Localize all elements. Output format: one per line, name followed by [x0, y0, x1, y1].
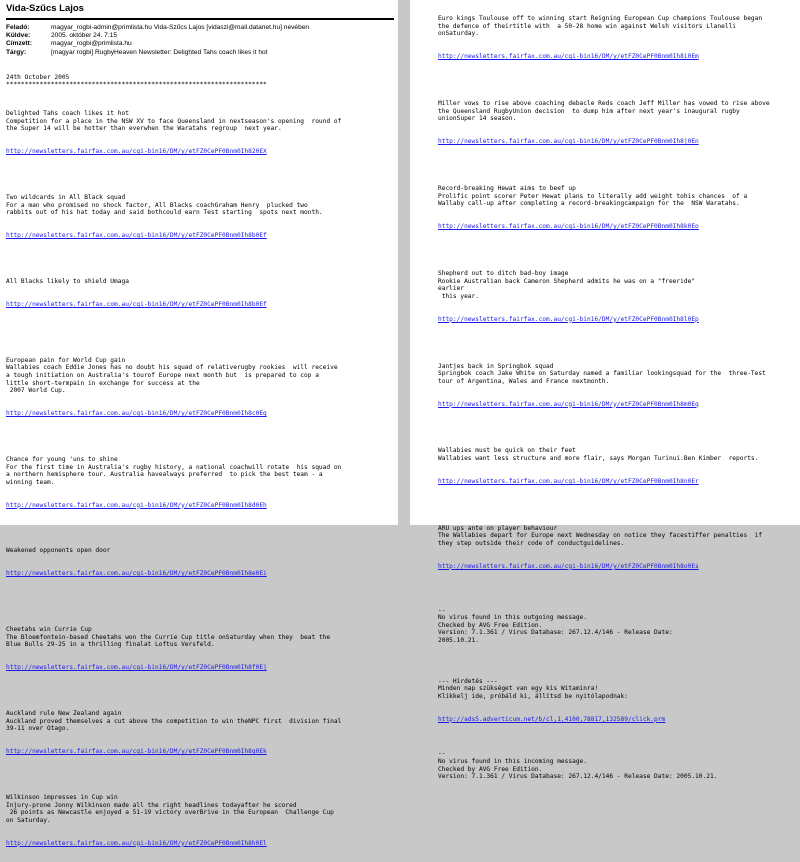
- article-text: ARU ups ante on player behaviour The Wallabies depart for Europe next Wednesday on notice they facestiffer penalties if they step outside their code of conductguidelines.: [438, 524, 763, 547]
- left-page: [0, 0, 398, 847]
- article-link[interactable]: http://newsletters.fairfax.com.au/cgi-bin16/DM/y/etFZ0CePF0Bnm0Ih8g0Ek: [6, 748, 267, 756]
- article-text: Shepherd out to ditch bad-boy image Rookie Australian back Cameron Shepherd admits he was on a "freeride" earlier this year.: [438, 270, 696, 300]
- article: [438, 170, 796, 246]
- header-label: Tárgy:: [6, 48, 27, 56]
- article: [438, 432, 796, 500]
- header-label: Küldve:: [6, 32, 31, 40]
- ad-link[interactable]: http://ads5.adverticum.net/b/cl,1,4100,78817,132589/click.prm: [438, 715, 666, 723]
- article-text: Euro kings Toulouse off to winning start Reigning European Cup champions Toulouse began the defence of theirtitle with a 50-28 home win against Welsh visitors Llanelli onSaturday.: [438, 15, 763, 38]
- article-link[interactable]: http://newsletters.fairfax.com.au/cgi-bin16/DM/y/etFZ0CePF0Bnm0Ih8o0Es: [438, 562, 699, 570]
- article-link[interactable]: http://newsletters.fairfax.com.au/cgi-bin16/DM/y/etFZ0CePF0Bnm0Ih8b0Ef: [6, 232, 267, 240]
- article: [438, 85, 796, 161]
- newsletter-date: 24th October 2005: [6, 73, 70, 81]
- article-text: Miller vows to rise above coaching debacle Reds coach Jeff Miller has vowed to rise above the Queensland RugbyUnion decision to dump him after next year's inaugural rugby unionSuper 14 season.: [438, 100, 770, 123]
- article-link[interactable]: http://newsletters.fairfax.com.au/cgi-bin16/DM/y/etFZ0CePF0Bnm0Ih820EX: [6, 148, 267, 156]
- virus-notice-incoming: -- No virus found in this incoming message. Checked by AVG Free Edition. Version: 7.1.361 / Virus Database: 267.12.4/146 - Release Date: 2005.10.21.: [438, 750, 718, 781]
- article-text: Jantjes back in Springbok squad Springbok coach Jake White on Saturday named a familiar lookingsquad for the three-Test tour of Argentina, Wales and France nextmonth.: [438, 362, 766, 385]
- article-link[interactable]: http://newsletters.fairfax.com.au/cgi-bin16/DM/y/etFZ0CePF0Bnm0Ih8m0Eq: [438, 400, 699, 408]
- article-link[interactable]: http://newsletters.fairfax.com.au/cgi-bin16/DM/y/etFZ0CePF0Bnm0Ih8k0Eo: [438, 223, 699, 231]
- header-row-to: [6, 40, 394, 48]
- article: [6, 695, 394, 771]
- article: [438, 0, 796, 76]
- header-label: Feladó:: [6, 24, 30, 31]
- article-link[interactable]: http://newsletters.fairfax.com.au/cgi-bin16/DM/y/etFZ0CePF0Bnm0Ih8i0Em: [438, 53, 699, 61]
- article-text: Chance for young 'uns to shine For the first time in Australia's rugby history, a national coachwill rotate his squad on a northern hemisphere tour. Australia havealways preferred to pick the best team - a winning team.: [6, 455, 342, 486]
- article: [6, 441, 394, 525]
- header-value: 2005. október 24. 7:15: [51, 32, 117, 40]
- header-value: magyar_rogbi@primlista.hu: [51, 40, 132, 48]
- article: [6, 611, 394, 687]
- article-link[interactable]: http://newsletters.fairfax.com.au/cgi-bin16/DM/y/etFZ0CePF0Bnm0Ih8l0Ep: [438, 315, 699, 323]
- advertisement: [438, 663, 796, 739]
- article-link[interactable]: http://newsletters.fairfax.com.au/cgi-bin16/DM/y/etFZ0CePF0Bnm0Ih8d0Eh: [6, 501, 267, 509]
- article-link[interactable]: http://newsletters.fairfax.com.au/cgi-bin16/DM/y/etFZ0CePF0Bnm0Ih8f0Ej: [6, 664, 267, 672]
- article: [6, 532, 394, 593]
- article-text: Delighted Tahs coach likes it hot Competition for a place in the NSW XV to face Queensland in nextseason's opening round of the Super 14 will be hotter than everwhen the Waratahs regroup next year.: [6, 110, 342, 133]
- article-link[interactable]: http://newsletters.fairfax.com.au/cgi-bin16/DM/y/etFZ0CePF0Bnm0Ih8n0Er: [438, 477, 699, 485]
- article-text: Weakened opponents open door: [6, 547, 111, 555]
- article: [6, 342, 394, 433]
- article-link[interactable]: http://newsletters.fairfax.com.au/cgi-bin16/DM/y/etFZ0CePF0Bnm0Ih8j0En: [438, 138, 699, 146]
- sender-name: Vida-Szűcs Lajos: [6, 3, 394, 20]
- article-link[interactable]: http://newsletters.fairfax.com.au/cgi-bin16/DM/y/etFZ0CePF0Bnm0Ih8e0Ei: [6, 570, 267, 578]
- header-row-sent: [6, 32, 394, 40]
- article-link[interactable]: http://newsletters.fairfax.com.au/cgi-bin16/DM/y/etFZ0CePF0Bnm0Ih8c0Eg: [6, 409, 267, 417]
- article-text: All Blacks likely to shield Umaga: [6, 278, 129, 286]
- article-text: Two wildcards in All Black squad For a man who promised no shock factor, All Blacks coachGraham Henry plucked two rabbits out of his hat today and said bothcould earn Test starting spots next month.: [6, 194, 323, 217]
- article: [438, 347, 796, 423]
- article-text: Auckland rule New Zealand again Auckland proved themselves a cut above the competition to win theNPC first division final 39-11 over Otago.: [6, 710, 342, 733]
- article-link[interactable]: http://newsletters.fairfax.com.au/cgi-bin16/DM/y/etFZ0CePF0Bnm0Ih8b0Ef: [6, 300, 267, 308]
- article-link[interactable]: http://newsletters.fairfax.com.au/cgi-bin16/DM/y/etFZ0CePF0Bnm0Ih8h0El: [6, 839, 267, 847]
- header-row-subject: [6, 49, 394, 57]
- article: [6, 95, 394, 171]
- right-page: [410, 0, 800, 781]
- article-text: Record-breaking Hewat aims to beef up Prolific point scorer Peter Hewat plans to literally add weight tohis chances of a Wallaby call-up after completing a record-breakingcampaign for the NSW Waratahs.: [438, 185, 748, 208]
- header-value: magyar_rogbi-admin@primlista.hu Vida-Szűcs Lajos [vidaszi@mail.datanet.hu] nevében: [51, 24, 310, 31]
- article-text: European pain for World Cup gain Wallabies coach Eddie Jones has no doubt his squad of relativerugby rookies will receive a tough initiation on Australia's tourof Europe next month but is prepared to cop a little short-termpain in exchange for success at the 2007 World Cup.: [6, 356, 338, 395]
- article: [6, 779, 394, 862]
- header-row-from: [6, 24, 394, 32]
- separator-stars: **********************************************************************: [6, 81, 267, 89]
- article: [438, 510, 796, 586]
- header-label: Címzett:: [6, 40, 33, 48]
- article: [438, 255, 796, 339]
- article: [6, 179, 394, 255]
- article: [6, 263, 394, 324]
- article-text: Wilkinson impresses in Cup win Injury-prone Jonny Wilkinson made all the right headlines todayafter he scored 26 points as Newcastle enjoyed a 51-19 victory overBrive in the European Challenge Cup on Saturday.: [6, 794, 334, 824]
- article-text: Cheetahs win Currie Cup The Bloemfontein-based Cheetahs won the Currie Cup title onSaturday when they beat the Blue Bulls 29-25 in a thrilling finalat Loftus Versfeld.: [6, 626, 331, 649]
- article-text: Wallabies must be quick on their feet Wallabies want less structure and more flair, says Morgan Turinui.Ben Kimber reports.: [438, 447, 759, 463]
- email-headers: [6, 24, 394, 57]
- ad-text: --- Hirdetés --- Minden nap szükséget van egy kis Witaminra! Klikkelj ide, próbáld ki, állítsd be nyitólapodnak:: [438, 677, 628, 700]
- virus-notice-outgoing: -- No virus found in this outgoing message. Checked by AVG Free Edition. Version: 7.1.361 / Virus Database: 267.12.4/146 - Release Date: 2005.10.21.: [438, 606, 673, 644]
- header-value: [magyar rogbi] RugbyHeaven Newsletter: Delighted Tahs coach likes it hot: [51, 48, 268, 56]
